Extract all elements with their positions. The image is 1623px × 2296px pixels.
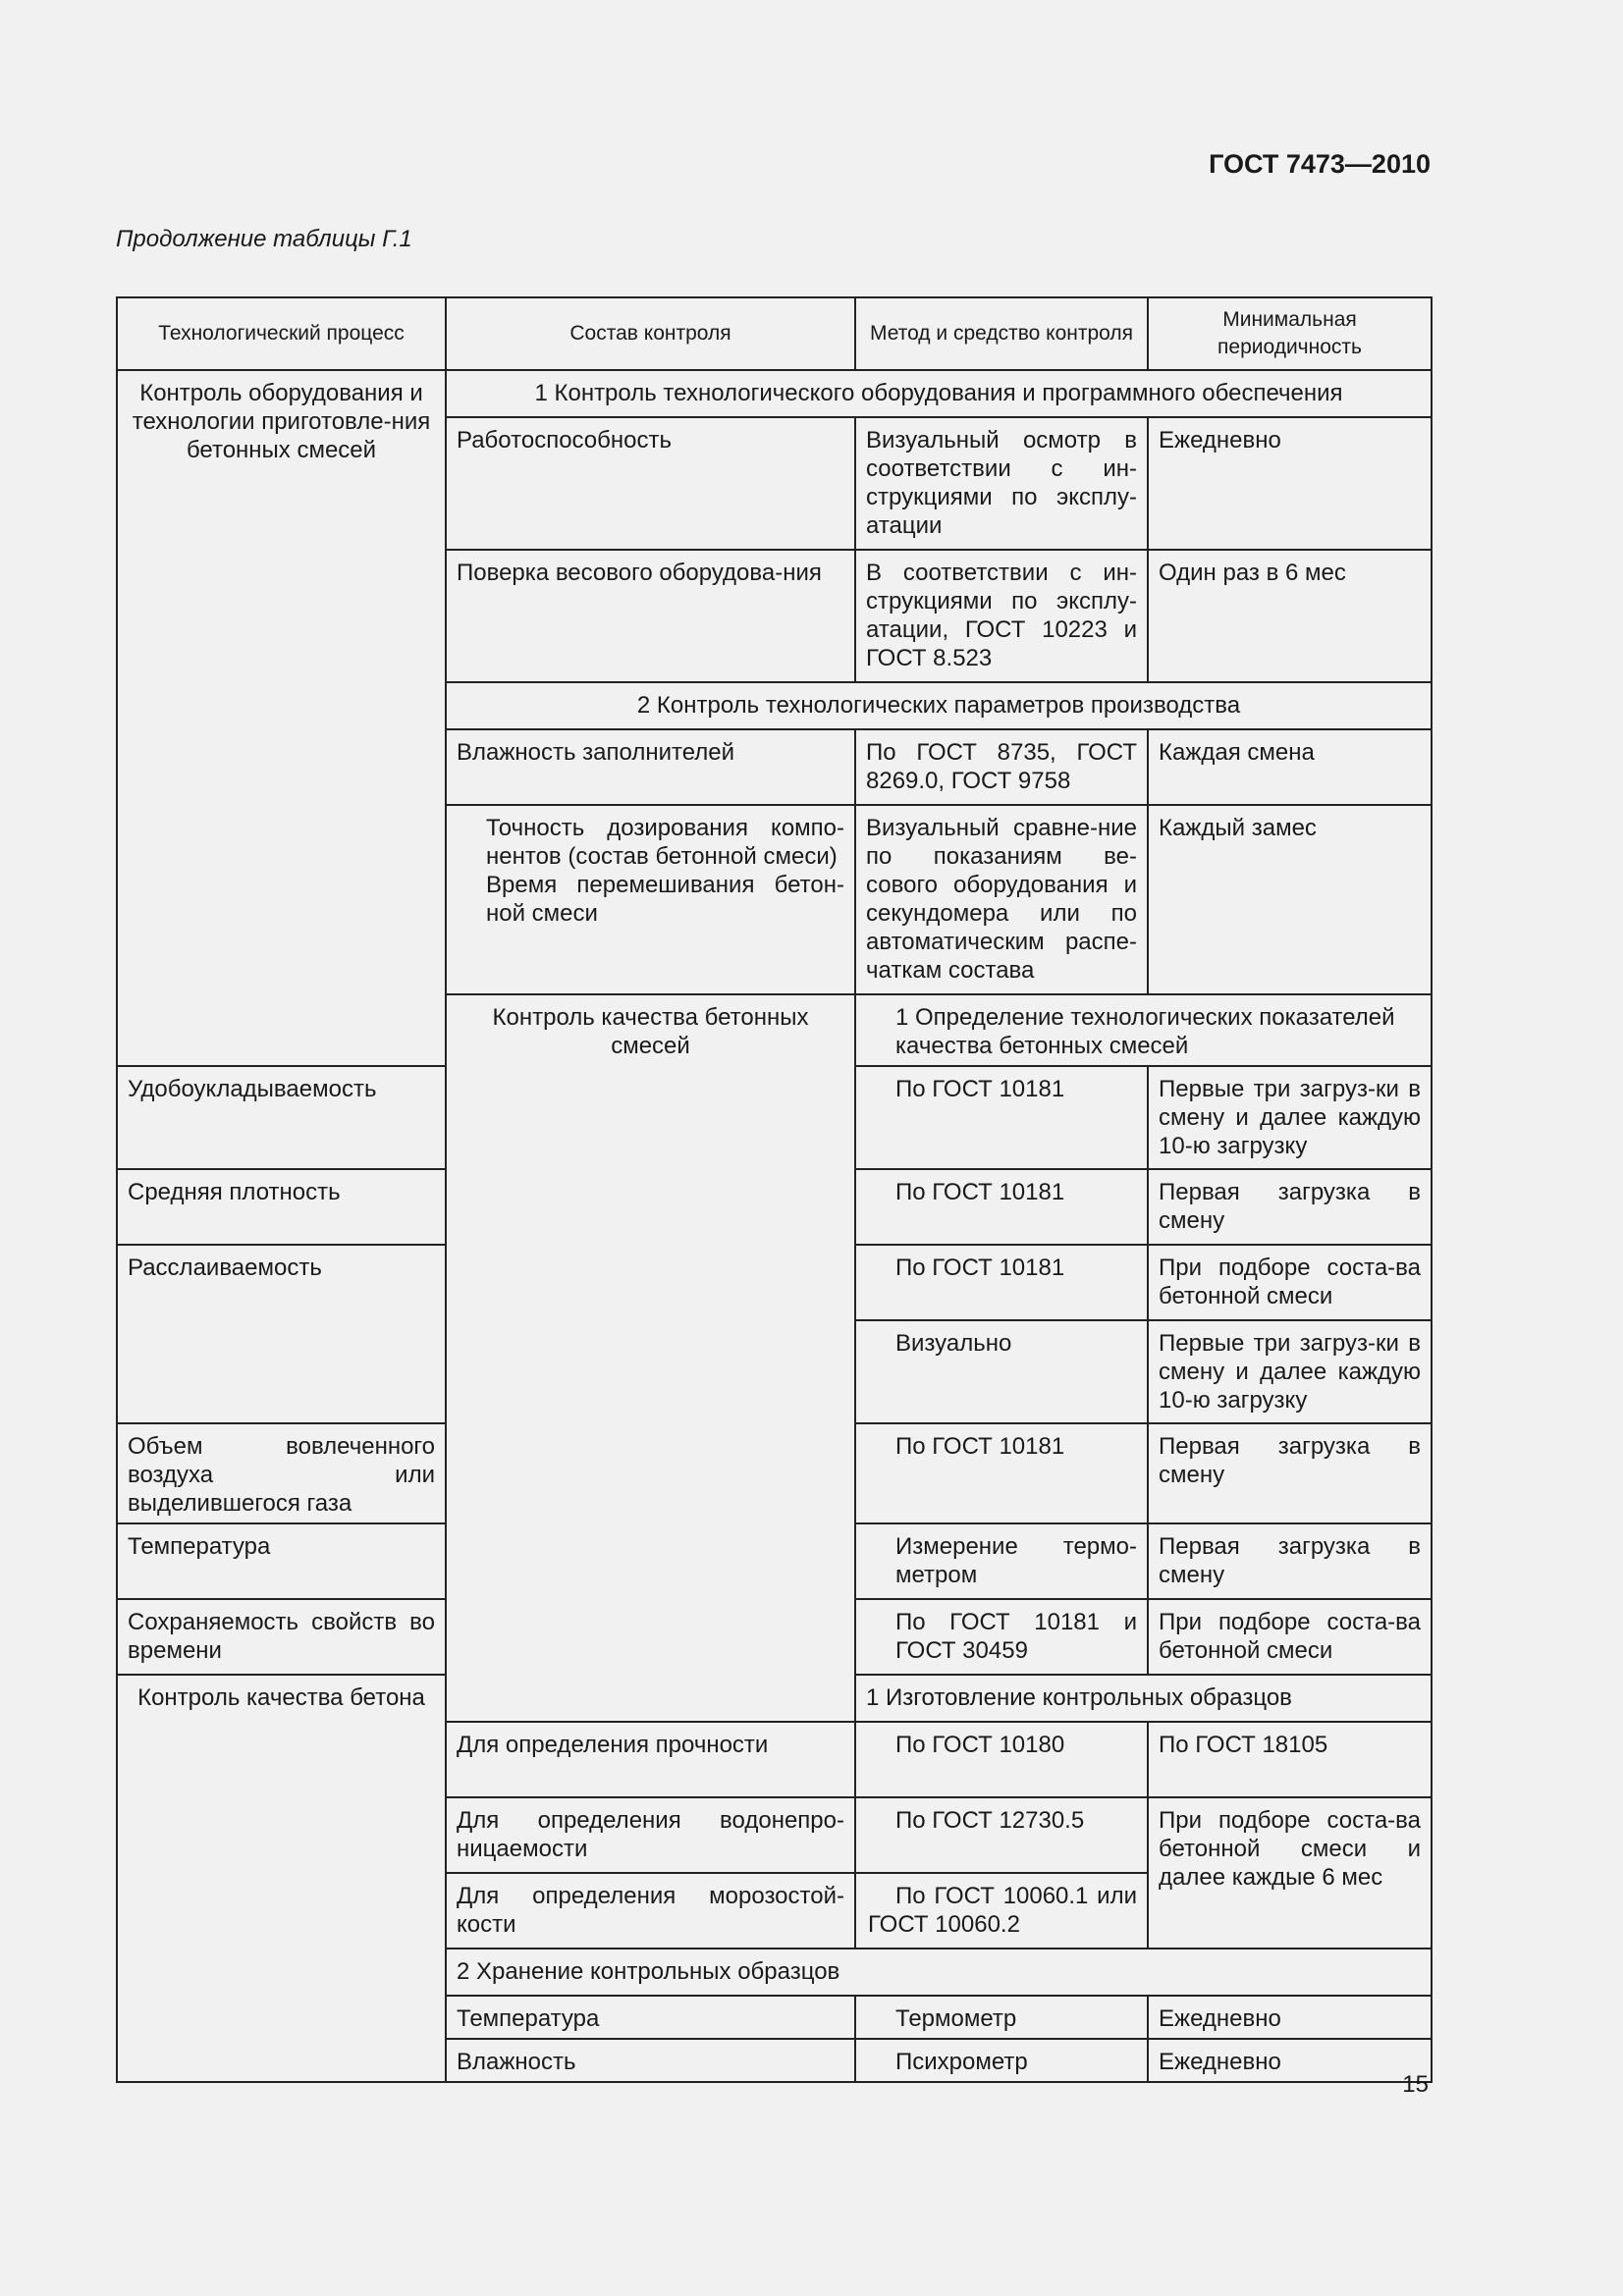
header-composition: Состав контроля (446, 297, 855, 370)
composition-cell: Температура (446, 1996, 855, 2039)
composition-cell: Поверка весового оборудова-ния (446, 550, 855, 682)
composition-line: Точность дозирования компо-нентов (состав бетонной смеси) (486, 815, 844, 870)
composition-cell: Работоспособность (446, 417, 855, 550)
frequency-cell: Ежедневно (1148, 1996, 1432, 2039)
composition-cell (446, 805, 855, 994)
composition-cell: Объем вовлеченного воздуха или выделившегося газа (117, 1423, 446, 1523)
header-method: Метод и средство контроля (855, 297, 1148, 370)
method-cell: По ГОСТ 12730.5 (855, 1797, 1148, 1873)
composition-cell: Температура (117, 1523, 446, 1599)
section-title: 1 Изготовление контрольных образцов (855, 1675, 1432, 1722)
composition-cell: Сохраняемость свойств во времени (117, 1599, 446, 1675)
method-cell: По ГОСТ 8735, ГОСТ 8269.0, ГОСТ 9758 (855, 729, 1148, 805)
header-process: Технологический процесс (117, 297, 446, 370)
method-cell: Визуальный осмотр в соответствии с ин-струкциями по эксплу-атации (855, 417, 1148, 550)
method-cell: По ГОСТ 10181 (855, 1169, 1148, 1245)
method-cell: Визуально (855, 1320, 1148, 1423)
frequency-cell: Каждый замес (1148, 805, 1432, 994)
frequency-cell: По ГОСТ 18105 (1148, 1722, 1432, 1797)
composition-cell: Для определения прочности (446, 1722, 855, 1797)
frequency-cell: Первые три загруз-ки в смену и далее каждую 10-ю загрузку (1148, 1066, 1432, 1169)
composition-cell: Средняя плотность (117, 1169, 446, 1245)
section-title: 2 Хранение контрольных образцов (446, 1949, 1432, 1996)
composition-cell: Влажность (446, 2039, 855, 2082)
method-cell: По ГОСТ 10181 и ГОСТ 30459 (855, 1599, 1148, 1675)
document-code: ГОСТ 7473—2010 (1209, 149, 1431, 179)
method-text: По ГОСТ 10060.1 или ГОСТ 10060.2 (868, 1883, 1137, 1938)
method-cell: Измерение термо-метром (855, 1523, 1148, 1599)
method-cell: По ГОСТ 10181 (855, 1066, 1148, 1169)
header-frequency: Минимальная периодичность (1148, 297, 1432, 370)
process-cell: Контроль качества бетона (117, 1675, 446, 2082)
frequency-cell: Ежедневно (1148, 2039, 1432, 2082)
frequency-cell: Каждая смена (1148, 729, 1432, 805)
composition-cell: Удобоукладываемость (117, 1066, 446, 1169)
frequency-cell: Первые три загруз-ки в смену и далее каждую 10-ю загрузку (1148, 1320, 1432, 1423)
composition-line: Время перемешивания бетон-ной смеси (486, 872, 844, 927)
table-row (117, 370, 1432, 417)
section-title: 1 Контроль технологического оборудования и программного обеспечения (446, 370, 1432, 417)
frequency-cell: Первая загрузка в смену (1148, 1423, 1432, 1523)
frequency-cell: Первая загрузка в смену (1148, 1169, 1432, 1245)
control-table (116, 296, 1433, 2083)
section-title: 2 Контроль технологических параметров производства (446, 682, 1432, 729)
composition-cell: Для определения морозостой-кости (446, 1873, 855, 1949)
method-cell: Визуальный сравне-ние по показаниям ве-сового оборудования и секундомера или по автоматическим распе-чаткам состава (855, 805, 1148, 994)
process-cell: Контроль оборудования и технологии приготовле-ния бетонных смесей (117, 370, 446, 1066)
composition-cell: Влажность заполнителей (446, 729, 855, 805)
method-cell: В соответствии с ин-струкциями по эксплу-атации, ГОСТ 10223 и ГОСТ 8.523 (855, 550, 1148, 682)
frequency-cell: При подборе соста-ва бетонной смеси (1148, 1599, 1432, 1675)
method-cell: По ГОСТ 10181 (855, 1245, 1148, 1320)
frequency-cell: При подборе соста-ва бетонной смеси и далее каждые 6 мес (1148, 1797, 1432, 1949)
frequency-cell: При подборе соста-ва бетонной смеси (1148, 1245, 1432, 1320)
section-title: 1 Определение технологических показателей качества бетонных смесей (855, 994, 1432, 1066)
page-number: 15 (1402, 2071, 1429, 2098)
process-cell: Контроль качества бетонных смесей (446, 994, 855, 1722)
method-cell: По ГОСТ 10180 (855, 1722, 1148, 1797)
method-cell: Термометр (855, 1996, 1148, 2039)
method-cell: Психрометр (855, 2039, 1148, 2082)
method-cell (855, 1873, 1148, 1949)
method-cell: По ГОСТ 10181 (855, 1423, 1148, 1523)
composition-cell: Расслаиваемость (117, 1245, 446, 1423)
frequency-cell: Первая загрузка в смену (1148, 1523, 1432, 1599)
composition-cell: Для определения водонепро-ницаемости (446, 1797, 855, 1873)
frequency-cell: Ежедневно (1148, 417, 1432, 550)
table-caption: Продолжение таблицы Г.1 (116, 226, 412, 252)
frequency-cell: Один раз в 6 мес (1148, 550, 1432, 682)
table-header-row (117, 297, 1432, 370)
